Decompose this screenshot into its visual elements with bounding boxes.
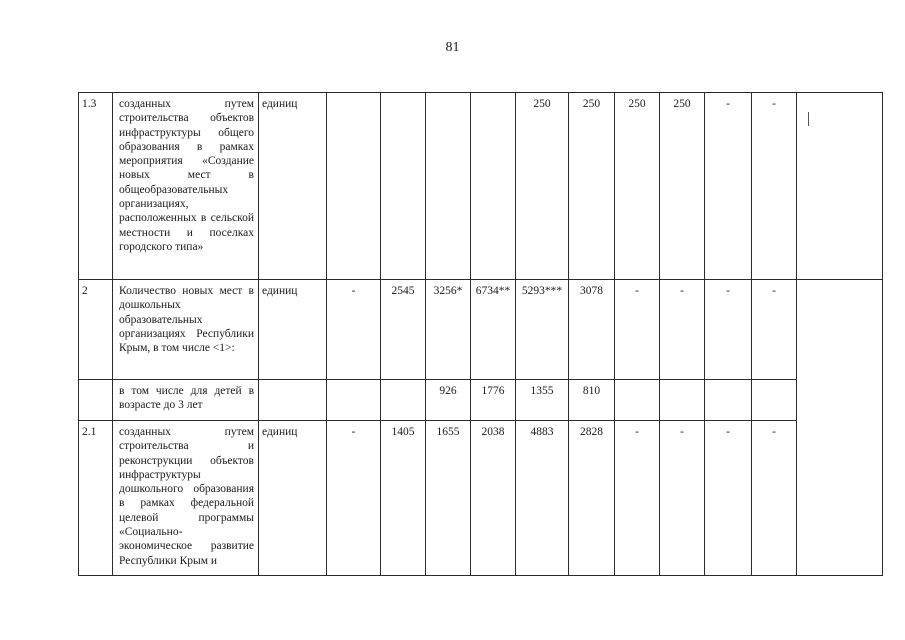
- value-cell: [615, 380, 660, 421]
- value-cell: [660, 380, 705, 421]
- table-row: [79, 380, 883, 421]
- value-cell: 810: [569, 380, 615, 421]
- row-number: 1.3: [79, 93, 113, 280]
- unit-cell: единиц: [259, 280, 327, 380]
- indicator-description: созданных путем строительства объектов инфраструктуры общего образования в рамках мероприятия «Создание новых мест в общеобразовательных организациях, расположенных в сельской местности и поселках городского типа»: [113, 93, 259, 280]
- value-cell: 1655: [426, 421, 471, 576]
- value-cell: 4883: [516, 421, 569, 576]
- extra-cell: [797, 280, 883, 576]
- value-cell: [705, 380, 752, 421]
- value-cell: 1776: [471, 380, 516, 421]
- value-cell: -: [705, 421, 752, 576]
- value-cell: [381, 380, 426, 421]
- value-cell: 2828: [569, 421, 615, 576]
- value-cell: [381, 93, 426, 280]
- value-cell: -: [660, 421, 705, 576]
- indicator-description: в том числе для детей в возрасте до 3 лет: [113, 380, 259, 421]
- indicators-table: [78, 92, 883, 576]
- value-cell: [426, 93, 471, 280]
- value-cell: 250: [660, 93, 705, 280]
- value-cell: 926: [426, 380, 471, 421]
- value-cell: -: [660, 280, 705, 380]
- page-number: 81: [445, 40, 460, 55]
- value-cell: 250: [516, 93, 569, 280]
- value-cell: 250: [615, 93, 660, 280]
- value-cell: [327, 93, 381, 280]
- value-cell: [327, 380, 381, 421]
- value-cell: [471, 93, 516, 280]
- unit-cell: [259, 380, 327, 421]
- value-cell: -: [752, 280, 797, 380]
- value-cell: 6734**: [471, 280, 516, 380]
- unit-cell: единиц: [259, 421, 327, 576]
- value-cell: 3078: [569, 280, 615, 380]
- scan-mark: [808, 112, 809, 126]
- value-cell: -: [752, 421, 797, 576]
- unit-cell: единиц: [259, 93, 327, 280]
- value-cell: [752, 380, 797, 421]
- value-cell: -: [327, 421, 381, 576]
- row-number: 2.1: [79, 421, 113, 576]
- row-number: [79, 380, 113, 421]
- value-cell: 1405: [381, 421, 426, 576]
- value-cell: 5293***: [516, 280, 569, 380]
- table-row: [79, 421, 883, 576]
- table-row: [79, 93, 883, 280]
- value-cell: -: [752, 93, 797, 280]
- value-cell: 2038: [471, 421, 516, 576]
- indicator-description: созданных путем строительства и реконструкции объектов инфраструктуры дошкольного образования в рамках федеральной целевой программы «Социально-экономическое развитие Республики Крым и: [113, 421, 259, 576]
- value-cell: 2545: [381, 280, 426, 380]
- value-cell: 1355: [516, 380, 569, 421]
- value-cell: -: [705, 280, 752, 380]
- value-cell: -: [705, 93, 752, 280]
- value-cell: -: [615, 280, 660, 380]
- value-cell: -: [327, 280, 381, 380]
- row-number: 2: [79, 280, 113, 380]
- value-cell: -: [615, 421, 660, 576]
- value-cell: 250: [569, 93, 615, 280]
- extra-cell: [797, 93, 883, 280]
- indicator-description: Количество новых мест в дошкольных образовательных организациях Республики Крым, в том числе <1>:: [113, 280, 259, 380]
- table-row: [79, 280, 883, 380]
- value-cell: 3256*: [426, 280, 471, 380]
